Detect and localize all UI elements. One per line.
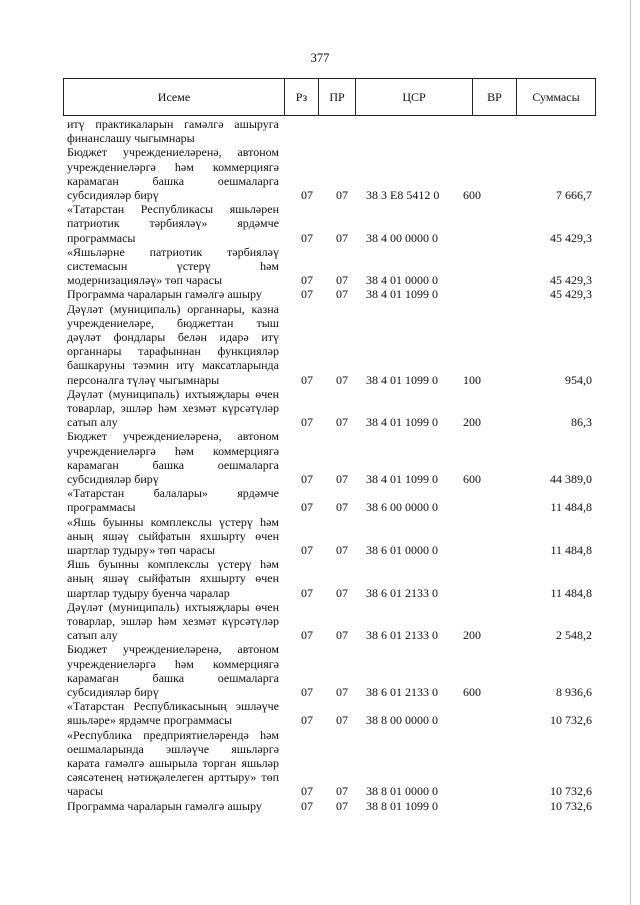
row-name-line: башкаруны тәэмин итү максатларында: [67, 358, 279, 373]
page-number: 377: [310, 51, 330, 65]
row-name-line: системасын үстерү һәм: [67, 258, 279, 273]
row-name: [67, 728, 279, 799]
table-row: [0, 642, 640, 699]
row-name-line: аның яшәү сыйфатын яхшырту өчен: [67, 528, 279, 543]
table-row: [0, 387, 640, 430]
row-pr: 07: [336, 230, 348, 245]
row-pr: 07: [336, 798, 348, 813]
row-sum: 2 548,2: [556, 628, 592, 643]
row-name-line: яшьләре» ярдәмче программасы: [67, 713, 233, 728]
row-csr: 38 4 01 1099 0: [366, 415, 438, 430]
row-sum: 45 429,3: [550, 287, 592, 302]
row-csr: 38 6 01 2133 0: [366, 628, 438, 643]
row-name: [67, 429, 279, 486]
table-row: [0, 600, 640, 643]
row-name-line: шартлар тудыру» төп чарасы: [67, 542, 216, 557]
table-header: [63, 78, 596, 116]
row-pr: 07: [336, 684, 348, 699]
row-name: [67, 302, 279, 387]
row-pr: 07: [336, 784, 348, 799]
row-csr: 38 6 01 0000 0: [366, 542, 438, 557]
row-rz: 07: [301, 684, 313, 699]
row-rz: 07: [301, 287, 313, 302]
row-sum: 44 389,0: [550, 471, 592, 486]
header-pr: ПР: [319, 79, 356, 115]
table-row: [0, 515, 640, 558]
row-name-line: «Яшь буынны комплекслы үстерү һәм: [67, 514, 279, 529]
row-name-line: учреждениеләргә һәм коммерциягә: [67, 656, 279, 671]
row-name-line: «Яшьләрне патриотик тәрбияләү: [67, 244, 279, 259]
row-pr: 07: [336, 585, 348, 600]
row-pr: 07: [336, 273, 348, 288]
row-csr: 38 6 00 0000 0: [366, 500, 438, 515]
row-name-line: карамаган башка оешмаларга: [67, 457, 279, 472]
row-name-line: субсидияләр бирү: [67, 187, 159, 202]
row-name-line: учреждениеләргә һәм коммерциягә: [67, 159, 279, 174]
table-row: [0, 699, 640, 727]
row-rz: 07: [301, 187, 313, 202]
row-name-line: карамаган башка оешмаларга: [67, 670, 279, 685]
row-name-line: финанслашу чыгымнары: [67, 131, 195, 146]
row-name-line: учреждениеләргә һәм коммерциягә: [67, 443, 279, 458]
row-rz: 07: [301, 798, 313, 813]
header-vr: ВР: [473, 79, 517, 115]
table-row: [0, 245, 640, 288]
table-row: [0, 557, 640, 600]
row-name-line: «Татарстан балалары» ярдәмче: [67, 486, 279, 501]
row-sum: 954,0: [565, 372, 592, 387]
row-vr: 600: [463, 187, 481, 202]
row-name: [67, 387, 279, 430]
row-vr: 600: [463, 684, 481, 699]
row-name: [67, 699, 279, 727]
row-name-line: Бюджет учреждениеләренә, автоном: [67, 642, 279, 657]
row-name: [67, 600, 279, 643]
row-name: [67, 117, 279, 145]
row-sum: 45 429,3: [550, 230, 592, 245]
row-csr: 38 4 01 0000 0: [366, 273, 438, 288]
row-name-line: товарлар, эшләр һәм хезмәт күрсәтүләр: [67, 613, 279, 628]
row-name-line: сәясәтенең нәтиҗәлелеген арттыру» төп: [67, 770, 279, 785]
row-name-line: карата гамәлгә ашырыла торган яшьләр: [67, 755, 279, 770]
table-row: [0, 287, 640, 301]
row-csr: 38 4 01 1099 0: [366, 372, 438, 387]
row-name-line: Дәүләт (муниципаль) органнары, казна: [67, 301, 279, 316]
row-csr: 38 4 00 0000 0: [366, 230, 438, 245]
row-name-line: Яшь буынны комплекслы үстерү һәм: [67, 557, 279, 572]
row-name-line: товарлар, эшләр һәм хезмәт күрсәтүләр: [67, 400, 279, 415]
table-row: [0, 429, 640, 486]
row-rz: 07: [301, 372, 313, 387]
row-name: [67, 642, 279, 699]
row-name: [67, 515, 279, 558]
row-rz: 07: [301, 784, 313, 799]
row-name-line: Дәүләт (муниципаль) ихтыяҗлары өчен: [67, 386, 279, 401]
row-name: [67, 245, 279, 288]
row-name-line: органнары тарафыннан функцияләр: [67, 344, 279, 359]
row-csr: 38 8 01 0000 0: [366, 784, 438, 799]
row-name-line: Дәүләт (муниципаль) ихтыяҗлары өчен: [67, 599, 279, 614]
table-row: [0, 302, 640, 387]
row-name-line: Бюджет учреждениеләренә, автоном: [67, 145, 279, 160]
header-rz: Рз: [285, 79, 319, 115]
row-rz: 07: [301, 628, 313, 643]
row-sum: 8 936,6: [556, 684, 592, 699]
row-rz: 07: [301, 713, 313, 728]
row-name-line: дәүләт фондлары белән идарә итү: [67, 329, 279, 344]
row-sum: 7 666,7: [556, 187, 592, 202]
row-pr: 07: [336, 187, 348, 202]
row-name-line: учреждениеләре, бюджеттан тыш: [67, 315, 279, 330]
row-sum: 10 732,6: [550, 798, 592, 813]
row-name-line: Программа чараларын гамәлгә ашыру: [67, 287, 262, 302]
row-vr: 600: [463, 471, 481, 486]
row-vr: 200: [463, 415, 481, 430]
row-pr: 07: [336, 500, 348, 515]
row-sum: 10 732,6: [550, 713, 592, 728]
row-name-line: субсидияләр бирү: [67, 684, 159, 699]
row-name-line: итү практикаларын гамәлгә ашыруга: [67, 117, 279, 131]
row-name: [67, 145, 279, 202]
row-csr: 38 4 01 1099 0: [366, 287, 438, 302]
row-name-line: «Республика предприятиеләрендә һәм: [67, 727, 279, 742]
row-pr: 07: [336, 372, 348, 387]
row-rz: 07: [301, 585, 313, 600]
row-name-line: «Татарстан Республикасы яшьләрен: [67, 202, 279, 217]
row-rz: 07: [301, 471, 313, 486]
row-sum: 11 484,8: [550, 585, 592, 600]
row-sum: 11 484,8: [550, 542, 592, 557]
table-row: [0, 486, 640, 514]
row-name-line: оешмаларында эшләүче яшьләргә: [67, 741, 279, 756]
table-row: [0, 202, 640, 245]
row-csr: 38 6 01 2133 0: [366, 684, 438, 699]
row-name-line: субсидияләр бирү: [67, 471, 159, 486]
row-pr: 07: [336, 471, 348, 486]
row-pr: 07: [336, 628, 348, 643]
row-rz: 07: [301, 273, 313, 288]
row-name-line: чарасы: [67, 784, 104, 799]
row-csr: 38 8 00 0000 0: [366, 713, 438, 728]
row-csr: 38 6 01 2133 0: [366, 585, 438, 600]
row-rz: 07: [301, 415, 313, 430]
row-sum: 45 429,3: [550, 273, 592, 288]
row-name: [67, 486, 279, 514]
row-rz: 07: [301, 542, 313, 557]
row-pr: 07: [336, 542, 348, 557]
row-name-line: карамаган башка оешмаларга: [67, 173, 279, 188]
row-pr: 07: [336, 287, 348, 302]
row-name: [67, 202, 279, 245]
table-row: [0, 728, 640, 799]
row-sum: 10 732,6: [550, 784, 592, 799]
row-name-line: персоналга түләү чыгымнары: [67, 372, 220, 387]
row-sum: 11 484,8: [550, 500, 592, 515]
header-csr: ЦСР: [356, 79, 473, 115]
table-row: [0, 799, 640, 813]
row-name-line: сатып алу: [67, 415, 118, 430]
row-name: [67, 287, 279, 301]
row-rz: 07: [301, 500, 313, 515]
row-name: [67, 557, 279, 600]
row-vr: 200: [463, 628, 481, 643]
row-rz: 07: [301, 230, 313, 245]
row-csr: 38 8 01 1099 0: [366, 798, 438, 813]
row-name-line: сатып алу: [67, 628, 118, 643]
row-name-line: модернизацияләү» төп чарасы: [67, 273, 223, 288]
table-row: [0, 145, 640, 202]
row-name-line: программасы: [67, 230, 136, 245]
table-row: [0, 117, 640, 145]
row-name-line: программасы: [67, 500, 136, 515]
row-sum: 86,3: [571, 415, 592, 430]
row-vr: 100: [463, 372, 481, 387]
row-name: [67, 799, 279, 813]
row-name-line: Бюджет учреждениеләренә, автоном: [67, 429, 279, 444]
row-csr: 38 4 01 1099 0: [366, 471, 438, 486]
row-pr: 07: [336, 415, 348, 430]
row-name-line: Программа чараларын гамәлгә ашыру: [67, 798, 262, 813]
row-name-line: аның яшәү сыйфатын яхшырту өчен: [67, 571, 279, 586]
row-pr: 07: [336, 713, 348, 728]
row-csr: 38 3 E8 5412 0: [366, 187, 440, 202]
header-sum: Суммасы: [532, 90, 580, 104]
header-name: Исеме: [64, 79, 285, 115]
row-name-line: патриотик тәрбияләү» ярдәмче: [67, 216, 279, 231]
row-name-line: шартлар тудыру буенча чаралар: [67, 585, 230, 600]
row-name-line: «Татарстан Республикасының эшләүче: [67, 699, 279, 714]
